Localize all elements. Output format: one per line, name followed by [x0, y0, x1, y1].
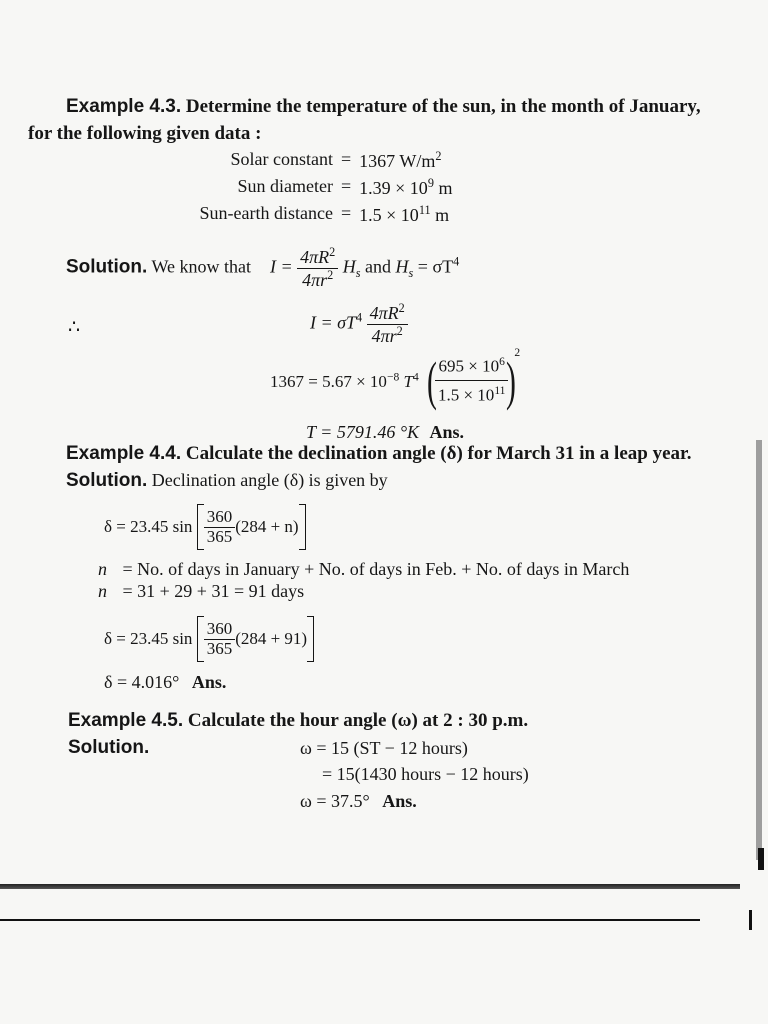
example-4-3-heading	[66, 96, 701, 118]
solution-text: Declination angle (δ) is given by	[151, 470, 388, 490]
declination-eq2: δ = 23.45 sin $\frac{360}{365}$ (284 + 91)	[104, 616, 314, 662]
example-4-5-heading	[68, 710, 528, 732]
data-row: Sun diameter = $1.39 \times 10^9$ m	[140, 176, 480, 203]
eq-lhs: I =	[269, 256, 293, 277]
example-statement: Calculate the declination angle (δ) for March 31 in a leap year.	[185, 443, 692, 464]
hour-angle-line-2: = 15(1430 hours − 12 hours)	[322, 764, 529, 784]
eq3: $1367 = 5.67 \times 10^{-8}$ $T^4$ ( $\frac{695 \times 10^6}{1.5 \times 10^{11}}$ )$^2$	[270, 346, 521, 411]
fraction: $\frac{360}{365}$	[204, 508, 236, 546]
example-label: Example 4.5.	[68, 710, 184, 731]
example-4-4-heading	[66, 443, 691, 465]
data-name: Solar constant	[230, 149, 333, 169]
data-row: Sun-earth distance = $1.5 \times 10^{11}$ m	[140, 203, 480, 230]
example-label: Example 4.4.	[66, 443, 182, 464]
data-value: 1367 $W/m^2$	[359, 149, 442, 171]
data-value: $1.5 \times 10^{11}$ m	[359, 203, 450, 225]
example-statement-cont: for the following given data :	[28, 123, 262, 144]
data-name: Sun-earth distance	[199, 203, 333, 223]
answer-4-5: ω = 37.5° Ans.	[300, 791, 417, 811]
declination-eq1: δ = 23.45 sin $\frac{360}{365}$ (284 + n)	[104, 504, 306, 550]
hour-angle-line-1: ω = 15 (ST − 12 hours)	[300, 738, 468, 758]
fraction: $\frac{4\pi R^2}{4\pi r^2}$	[297, 246, 338, 291]
bottom-rule-thick	[0, 884, 740, 889]
given-data	[140, 149, 480, 230]
fraction: $\frac{4\pi R^2}{4\pi r^2}$	[367, 302, 408, 347]
data-value: $1.39 \times 10^9$ m	[359, 176, 453, 198]
example-label: Example 4.3.	[66, 96, 182, 117]
example-statement: Determine the temperature of the sun, in the month of January,	[185, 96, 701, 117]
therefore-symbol: ∴	[68, 317, 81, 338]
edge-mark	[749, 910, 752, 930]
eq2: $I = \sigma T^4$ $\frac{4\pi R^2}{4\pi r^2}$	[310, 302, 408, 347]
solution-eq1: Solution. We know that I = $\frac{4\pi R^2}{4\pi r^2}$ $H_s$ and $H_s = \sigma T^4$	[66, 245, 460, 290]
edge-mark	[758, 848, 764, 870]
solution-4-4	[66, 470, 388, 492]
n-line-1: n = No. of days in January + No. of days in Feb. + No. of days in March	[98, 559, 630, 579]
solution-label: Solution.	[66, 256, 148, 278]
fraction: $\frac{360}{365}$	[204, 620, 236, 658]
data-name: Sun diameter	[237, 176, 333, 196]
solution-text: We know that	[151, 256, 251, 277]
data-row: Solar constant = 1367 $W/m^2$	[140, 149, 480, 176]
answer-4-3: T = 5791.46 °K Ans.	[306, 422, 465, 442]
solution-label: Solution.	[66, 470, 148, 491]
solution-label: Solution.	[68, 737, 150, 758]
bottom-rule-thin	[0, 919, 700, 921]
n-line-2: n = 31 + 29 + 31 = 91 days	[98, 581, 305, 601]
answer-4-4: δ = 4.016° Ans.	[104, 672, 227, 692]
page-edge-shadow	[756, 440, 762, 860]
example-statement: Calculate the hour angle (ω) at 2 : 30 p.m.	[187, 710, 529, 731]
fraction: $\frac{695 \times 10^6}{1.5 \times 10^{11}}$	[435, 356, 508, 406]
